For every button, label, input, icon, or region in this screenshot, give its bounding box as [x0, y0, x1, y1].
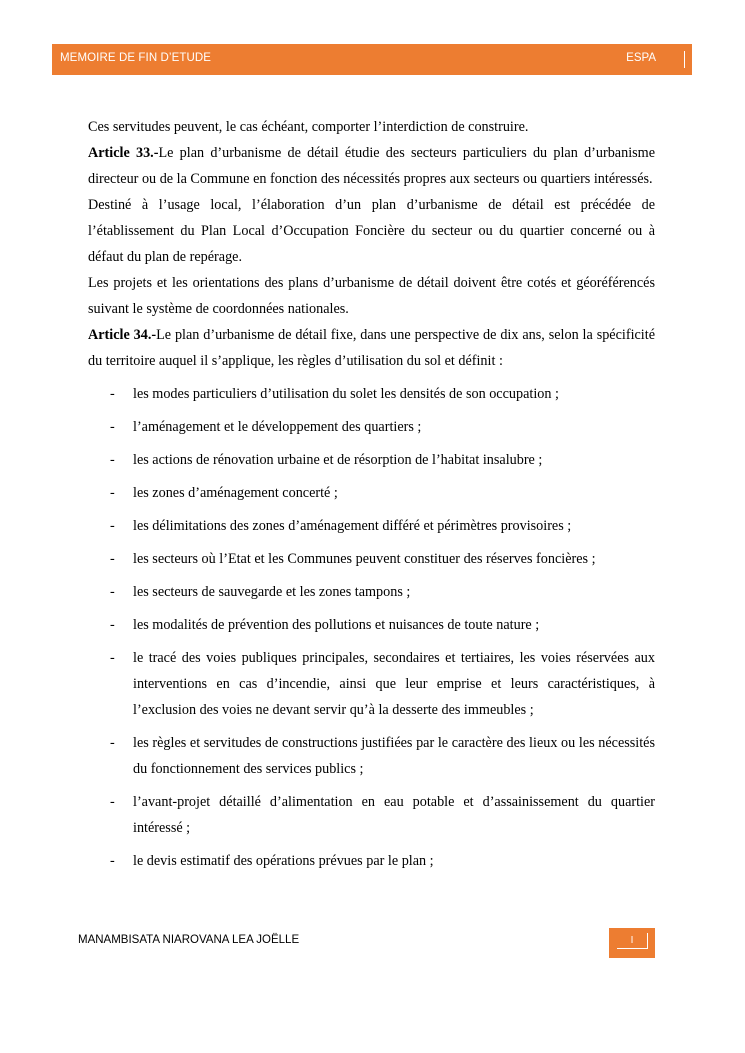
list-item: [88, 546, 655, 572]
list-item: [88, 414, 655, 440]
page-header: [52, 44, 692, 75]
header-school: ESPA: [626, 52, 656, 64]
bullet-dash: -: [110, 419, 115, 435]
list-item-text: l’avant-projet détaillé d’alimentation en eau potable et d’assainissement du quartier intéressé ;: [133, 794, 655, 836]
list-item: [88, 612, 655, 638]
list-item-text: les secteurs où l’Etat et les Communes peuvent constituer des réserves foncières ;: [133, 551, 596, 567]
bullet-dash: -: [110, 584, 115, 600]
list-item-text: les zones d’aménagement concerté ;: [133, 485, 338, 501]
article-34-list: [88, 381, 655, 874]
footer-author: MANAMBISATA NIAROVANA LEA JOËLLE: [78, 934, 300, 946]
bullet-dash: -: [110, 518, 115, 534]
bullet-dash: -: [110, 853, 115, 869]
bullet-dash: -: [110, 452, 115, 468]
list-item-text: les règles et servitudes de constructions justifiées par le caractère des lieux ou les nécessités du fonctionnement des services publics ;: [133, 735, 655, 777]
list-item-text: les secteurs de sauvegarde et les zones tampons ;: [133, 584, 411, 600]
list-item: [88, 381, 655, 407]
paragraph-local-usage: Destiné à l’usage local, l’élaboration d’un plan d’urbanisme de détail est précédée de l’établissement du Plan Local d’Occupation Foncière du secteur ou du quartier concerné ou à défaut du plan de repérage.: [88, 197, 655, 265]
article-33-label: Article 33.-: [88, 145, 159, 161]
intro-paragraph: Ces servitudes peuvent, le cas échéant, comporter l’interdiction de construire.: [88, 119, 529, 135]
header-separator: [684, 51, 685, 68]
list-item-text: les actions de rénovation urbaine et de résorption de l’habitat insalubre ;: [133, 452, 543, 468]
bullet-dash: -: [110, 794, 115, 810]
article-33-paragraph: [88, 140, 655, 192]
article-34-label: Article 34.-: [88, 327, 157, 343]
list-item-text: l’aménagement et le développement des quartiers ;: [133, 419, 422, 435]
list-item: [88, 513, 655, 539]
list-item: [88, 730, 655, 782]
bullet-dash: -: [110, 617, 115, 633]
list-item: [88, 447, 655, 473]
list-item: [88, 480, 655, 506]
paragraph-projects: Les projets et les orientations des plans d’urbanisme de détail doivent être cotés et géoréférencés suivant le système de coordonnées nationales.: [88, 275, 655, 317]
page-number: I: [617, 933, 648, 949]
list-item: [88, 645, 655, 723]
bullet-dash: -: [110, 485, 115, 501]
list-item: [88, 579, 655, 605]
list-item: [88, 848, 655, 874]
bullet-dash: -: [110, 735, 115, 751]
list-item-text: les modalités de prévention des pollutions et nuisances de toute nature ;: [133, 617, 540, 633]
bullet-dash: -: [110, 650, 115, 666]
bullet-dash: -: [110, 386, 115, 402]
document-body: [88, 114, 655, 881]
bullet-dash: -: [110, 551, 115, 567]
article-34-paragraph: [88, 322, 655, 374]
list-item-text: les délimitations des zones d’aménagement différé et périmètres provisoires ;: [133, 518, 572, 534]
header-title: MEMOIRE DE FIN D’ETUDE: [60, 52, 212, 64]
article-34-text: Le plan d’urbanisme de détail fixe, dans une perspective de dix ans, selon la spécificité du territoire auquel il s’applique, les règles d’utilisation du sol et définit :: [88, 327, 655, 369]
list-item-text: le devis estimatif des opérations prévues par le plan ;: [133, 853, 434, 869]
page-number-box: [609, 928, 655, 958]
list-item-text: le tracé des voies publiques principales, secondaires et tertiaires, les voies réservées aux interventions en cas d’incendie, ainsi que leur emprise et leurs caractéristiques, à l’exclusion des voies ne devant servir qu’à la desserte des immeubles ;: [133, 650, 655, 718]
article-33-text: Le plan d’urbanisme de détail étudie des secteurs particuliers du plan d’urbanisme directeur ou de la Commune en fonction des nécessités propres aux secteurs ou quartiers intéressés.: [88, 145, 655, 187]
list-item: [88, 789, 655, 841]
list-item-text: les modes particuliers d’utilisation du solet les densités de son occupation ;: [133, 386, 559, 402]
